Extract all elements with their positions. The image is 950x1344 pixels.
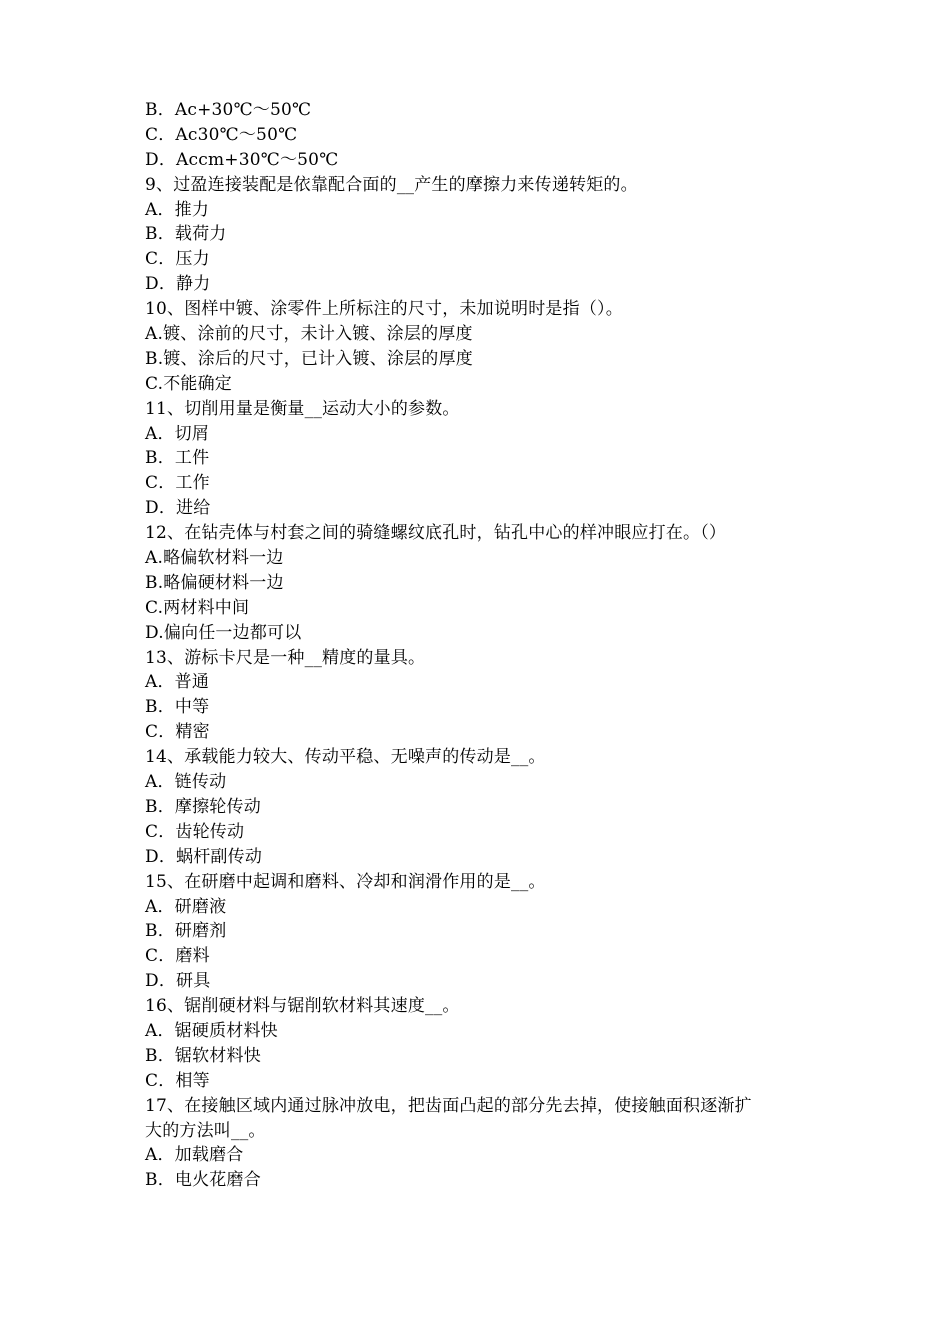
text-line: A．切屑 <box>145 423 210 444</box>
text-line: D．进给 <box>145 498 211 519</box>
text-line: 13、游标卡尺是一种__精度的量具。 <box>145 647 426 668</box>
text-line: B．锯软材料快 <box>145 1045 261 1066</box>
text-line: B．中等 <box>145 697 210 718</box>
text-line: A．加载磨合 <box>145 1145 244 1166</box>
text-line: A.略偏软材料一边 <box>145 548 284 569</box>
text-line: C．Ac30℃～50℃ <box>145 124 298 145</box>
text-line: A．研磨液 <box>145 896 227 917</box>
text-line: 10、图样中镀、涂零件上所标注的尺寸，未加说明时是指（）。 <box>145 299 623 320</box>
text-line: A．推力 <box>145 199 210 220</box>
text-line: B.略偏硬材料一边 <box>145 572 284 593</box>
text-line: C．磨料 <box>145 946 210 967</box>
text-line: C．精密 <box>145 722 210 743</box>
text-line: 14、承载能力较大、传动平稳、无噪声的传动是__。 <box>145 747 546 768</box>
text-line: B．电火花磨合 <box>145 1170 261 1191</box>
text-line: C．相等 <box>145 1070 210 1091</box>
text-line: D．Accm+30℃～50℃ <box>145 149 339 170</box>
text-line: C．压力 <box>145 249 210 270</box>
text-line: 12、在钻壳体与村套之间的骑缝螺纹底孔时，钻孔中心的样冲眼应打在。（） <box>145 523 727 544</box>
text-line: D．蜗杆副传动 <box>145 846 263 867</box>
text-line: D．静力 <box>145 274 211 295</box>
text-line: 11、切削用量是衡量__运动大小的参数。 <box>145 398 460 419</box>
text-line: D.偏向任一边都可以 <box>145 622 302 643</box>
text-line: B．研磨剂 <box>145 921 227 942</box>
text-line: 16、锯削硬材料与锯削软材料其速度__。 <box>145 996 460 1017</box>
text-line: B．载荷力 <box>145 224 227 245</box>
text-line: B.镀、涂后的尺寸，已计入镀、涂层的厚度 <box>145 348 473 369</box>
text-line: A．链传动 <box>145 772 227 793</box>
question-text-block <box>145 98 825 1193</box>
text-line: 9、过盈连接装配是依靠配合面的__产生的摩擦力来传递转矩的。 <box>145 174 638 195</box>
text-line: 17、在接触区域内通过脉冲放电，把齿面凸起的部分先去掉，使接触面积逐渐扩 <box>145 1095 752 1116</box>
text-line: 15、在研磨中起调和磨料、冷却和润滑作用的是__。 <box>145 871 546 892</box>
text-line: C.不能确定 <box>145 373 233 394</box>
text-line: A．锯硬质材料快 <box>145 1020 278 1041</box>
text-line: D．研具 <box>145 971 211 992</box>
text-line: 大的方法叫__。 <box>145 1120 266 1141</box>
text-line: C.两材料中间 <box>145 597 250 618</box>
text-line: A．普通 <box>145 672 210 693</box>
text-line: B．工件 <box>145 448 210 469</box>
text-line: A.镀、涂前的尺寸，未计入镀、涂层的厚度 <box>145 324 473 345</box>
text-line: C．齿轮传动 <box>145 821 245 842</box>
text-line: C．工作 <box>145 473 210 494</box>
text-line: B．Ac+30℃～50℃ <box>145 100 312 120</box>
text-line: B．摩擦轮传动 <box>145 796 261 817</box>
